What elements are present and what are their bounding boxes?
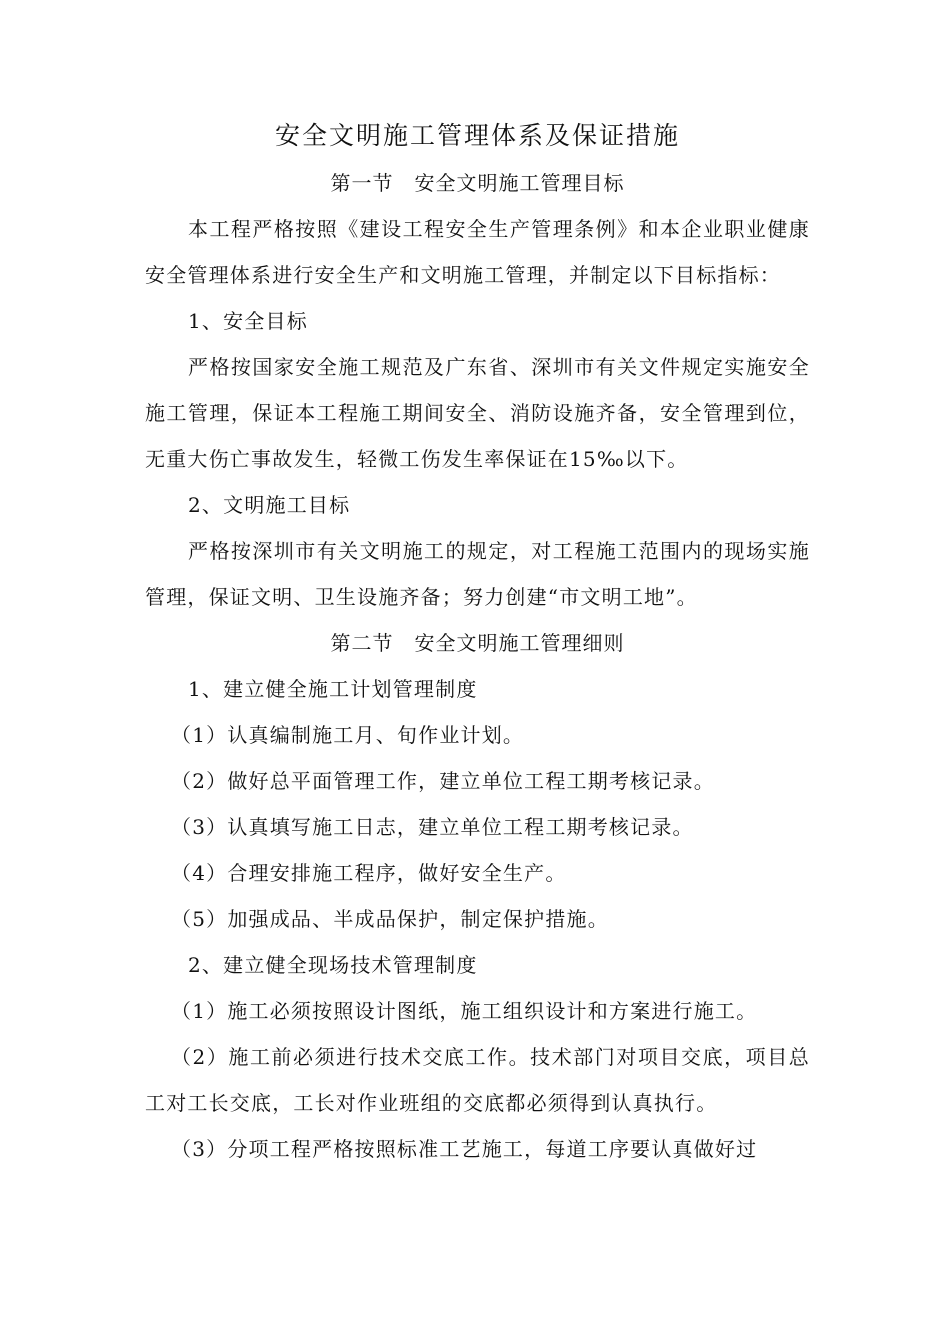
- civilized-goal-heading: 2、文明施工目标: [188, 493, 351, 517]
- section-1-heading: 第一节 安全文明施工管理目标: [330, 171, 625, 195]
- plan-management-item: （5）加强成品、半成品保护，制定保护措施。: [171, 907, 609, 931]
- tech-management-item: （2）施工前必须进行技术交底工作。技术部门对项目交底，项目总工对工长交底，工长对作业班组的交底都必须得到认真执行。: [145, 1045, 810, 1115]
- section-1-intro: 本工程严格按照《建设工程安全生产管理条例》和本企业职业健康安全管理体系进行安全生产和文明施工管理，并制定以下目标指标：: [145, 217, 810, 287]
- plan-management-item: （2）做好总平面管理工作，建立单位工程工期考核记录。: [171, 769, 715, 793]
- document-body: [145, 112, 810, 1172]
- civilized-goal-text: 严格按深圳市有关文明施工的规定，对工程施工范围内的现场实施管理，保证文明、卫生设施齐备；努力创建“市文明工地”。: [145, 539, 810, 609]
- tech-management-heading: 2、建立健全现场技术管理制度: [188, 953, 478, 977]
- tech-management-item: （3）分项工程严格按照标准工艺施工，每道工序要认真做好过: [171, 1137, 758, 1161]
- tech-management-item: （1）施工必须按照设计图纸，施工组织设计和方案进行施工。: [171, 999, 758, 1023]
- plan-management-heading: 1、建立健全施工计划管理制度: [188, 677, 478, 701]
- document-title: 安全文明施工管理体系及保证措施: [274, 121, 680, 150]
- plan-management-item: （3）认真填写施工日志，建立单位工程工期考核记录。: [171, 815, 694, 839]
- section-2-heading: 第二节 安全文明施工管理细则: [330, 631, 625, 655]
- plan-management-item: （4）合理安排施工程序，做好安全生产。: [171, 861, 567, 885]
- plan-management-item: （1）认真编制施工月、旬作业计划。: [171, 723, 525, 747]
- safety-goal-text: 严格按国家安全施工规范及广东省、深圳市有关文件规定实施安全施工管理，保证本工程施工期间安全、消防设施齐备，安全管理到位，无重大伤亡事故发生，轻微工伤发生率保证在15‰以下。: [145, 355, 810, 471]
- safety-goal-heading: 1、安全目标: [188, 309, 308, 333]
